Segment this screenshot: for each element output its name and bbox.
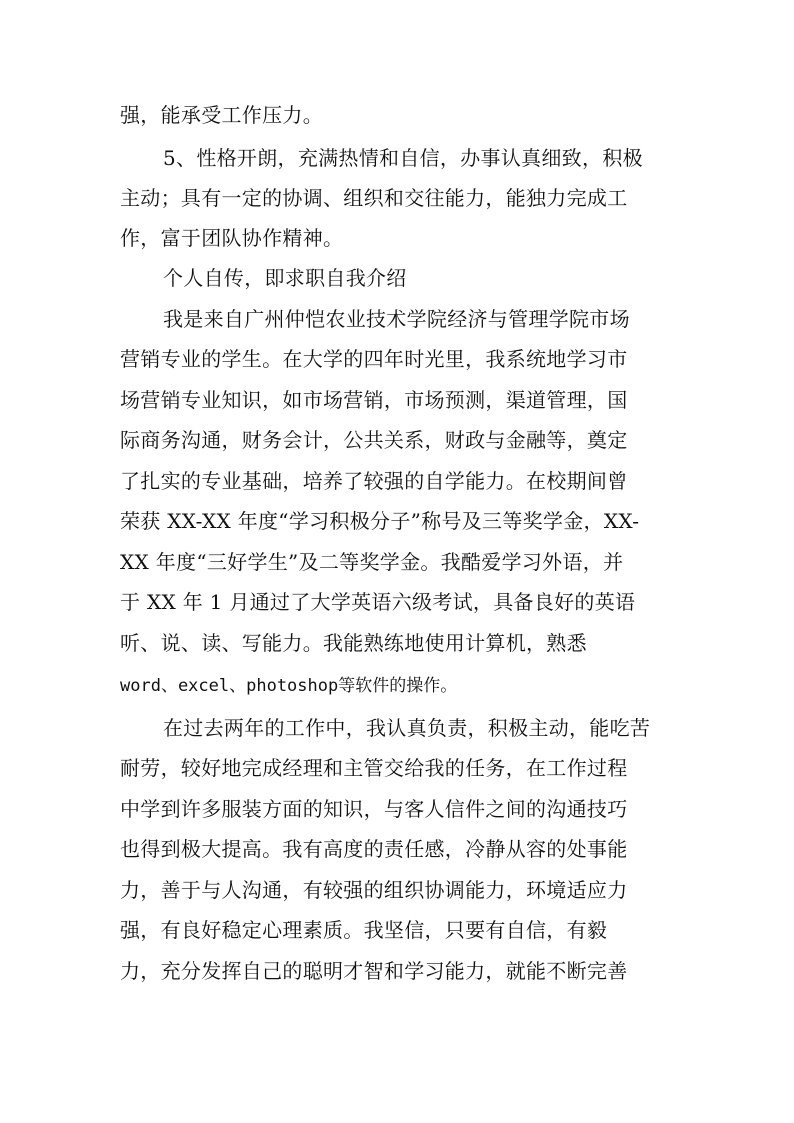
paragraph-line: 强，能承受工作压力。 <box>120 103 323 127</box>
paragraph-line: 5、性格开朗，充满热情和自信，办事认真细致，积极 <box>163 146 643 170</box>
paragraph-line: 耐劳，较好地完成经理和主管交给我的任务，在工作过程 <box>120 756 628 780</box>
paragraph-line: 我是来自广州仲恺农业技术学院经济与管理学院市场 <box>163 307 630 331</box>
paragraph-line: 主动；具有一定的协调、组织和交往能力，能独力完成工 <box>120 186 628 210</box>
paragraph-line: 场营销专业知识，如市场营销，市场预测，渠道管理，国 <box>120 388 628 412</box>
paragraph-line: 力，善于与人沟通，有较强的组织协调能力，环境适应力 <box>120 878 628 902</box>
paragraph-line: 际商务沟通，财务会计，公共关系，财政与金融等，奠定 <box>120 428 628 452</box>
paragraph-line: 于 XX 年 1 月通过了大学英语六级考试，具备良好的英语 <box>120 590 636 614</box>
paragraph-line: 荣获 XX-XX 年度“学习积极分子”称号及三等奖学金，XX- <box>120 509 640 533</box>
paragraph-line: 强，有良好稳定心理素质。我坚信，只要有自信，有毅 <box>120 918 608 942</box>
paragraph-line: word、excel、photoshop等软件的操作。 <box>120 676 458 696</box>
paragraph-line: 听、说、读、写能力。我能熟练地使用计算机，熟悉 <box>120 631 587 655</box>
paragraph-line: 作，富于团队协作精神。 <box>120 226 344 250</box>
section-heading: 个人自传，即求职自我介绍 <box>163 266 407 290</box>
paragraph-line: 力，充分发挥自己的聪明才智和学习能力，就能不断完善 <box>120 959 628 983</box>
paragraph-line: 了扎实的专业基础，培养了较强的自学能力。在校期间曾 <box>120 469 628 493</box>
paragraph-line: 中学到许多服装方面的知识，与客人信件之间的沟通技巧 <box>120 797 628 821</box>
paragraph-line: 营销专业的学生。在大学的四年时光里，我系统地学习市 <box>120 347 628 371</box>
paragraph-line: 在过去两年的工作中，我认真负责，积极主动，能吃苦 <box>163 716 651 740</box>
paragraph-line: 也得到极大提高。我有高度的责任感，冷静从容的处事能 <box>120 837 628 861</box>
paragraph-line: XX 年度“三好学生”及二等奖学金。我酷爱学习外语，并 <box>120 550 624 574</box>
